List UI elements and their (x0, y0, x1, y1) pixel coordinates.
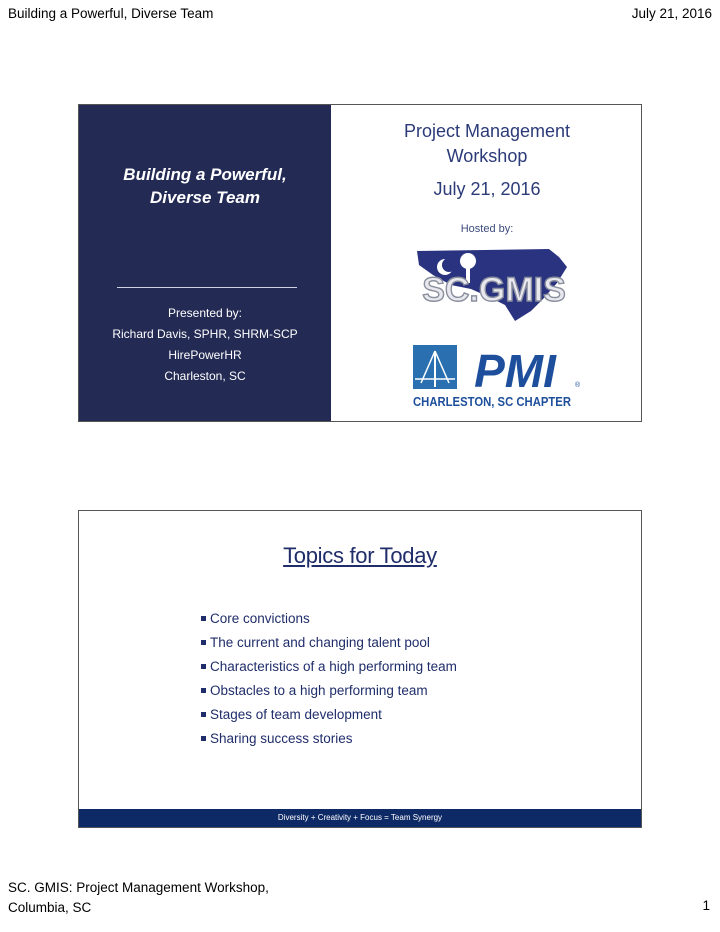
bullet-icon (201, 712, 206, 717)
footer-line-1: SC. GMIS: Project Management Workshop, (8, 880, 269, 895)
page-footer-event (8, 878, 269, 918)
pmi-logo-text: PMI (474, 345, 556, 397)
hosted-by-label: Hosted by: (460, 223, 514, 235)
topic-item: Core convictions (201, 607, 457, 631)
sc-gmis-logo-text: SC.GMIS (422, 271, 566, 309)
presenter-name: Richard Davis, SPHR, SHRM-SCP (112, 327, 298, 341)
event-date: July 21, 2016 (433, 179, 541, 199)
bullet-icon (201, 736, 206, 741)
presenter-info (79, 303, 331, 387)
page-header-title: Building a Powerful, Diverse Team (8, 6, 214, 21)
workshop-line-1: Project Management (403, 121, 571, 141)
topic-item: Stages of team development (201, 703, 457, 727)
topic-item: Sharing success stories (201, 727, 457, 751)
title-panel (79, 105, 331, 421)
footer-line-2: Columbia, SC (8, 900, 92, 915)
title-line-1: Building a Powerful, (123, 165, 287, 184)
event-panel (331, 105, 642, 421)
bullet-icon (201, 640, 206, 645)
pmi-chapter-text: CHARLESTON, SC CHAPTER (413, 395, 571, 409)
pmi-registered-mark: ® (575, 382, 581, 389)
topic-item: The current and changing talent pool (201, 631, 457, 655)
presenter-location: Charleston, SC (164, 369, 246, 383)
title-line-2: Diverse Team (150, 188, 260, 207)
slide-footer-bar: Diversity + Creativity + Focus = Team Synergy (79, 809, 641, 827)
topics-list (201, 607, 457, 751)
bullet-icon (201, 616, 206, 621)
page-number: 1 (702, 898, 710, 913)
topics-slide (78, 510, 642, 828)
title-slide (78, 104, 642, 422)
bullet-icon (201, 664, 206, 669)
bullet-icon (201, 688, 206, 693)
workshop-name (331, 119, 642, 169)
presenter-company: HirePowerHR (168, 348, 242, 362)
presentation-title (79, 163, 331, 209)
sc-gmis-logo (409, 245, 579, 325)
topics-title: Topics for Today (283, 543, 437, 568)
title-divider (117, 287, 297, 288)
topic-item: Characteristics of a high performing team (201, 655, 457, 679)
presented-by-label: Presented by: (167, 306, 243, 320)
workshop-line-2: Workshop (446, 146, 528, 166)
topic-item: Obstacles to a high performing team (201, 679, 457, 703)
pmi-charleston-logo (411, 343, 586, 411)
page-header-date: July 21, 2016 (631, 6, 712, 21)
